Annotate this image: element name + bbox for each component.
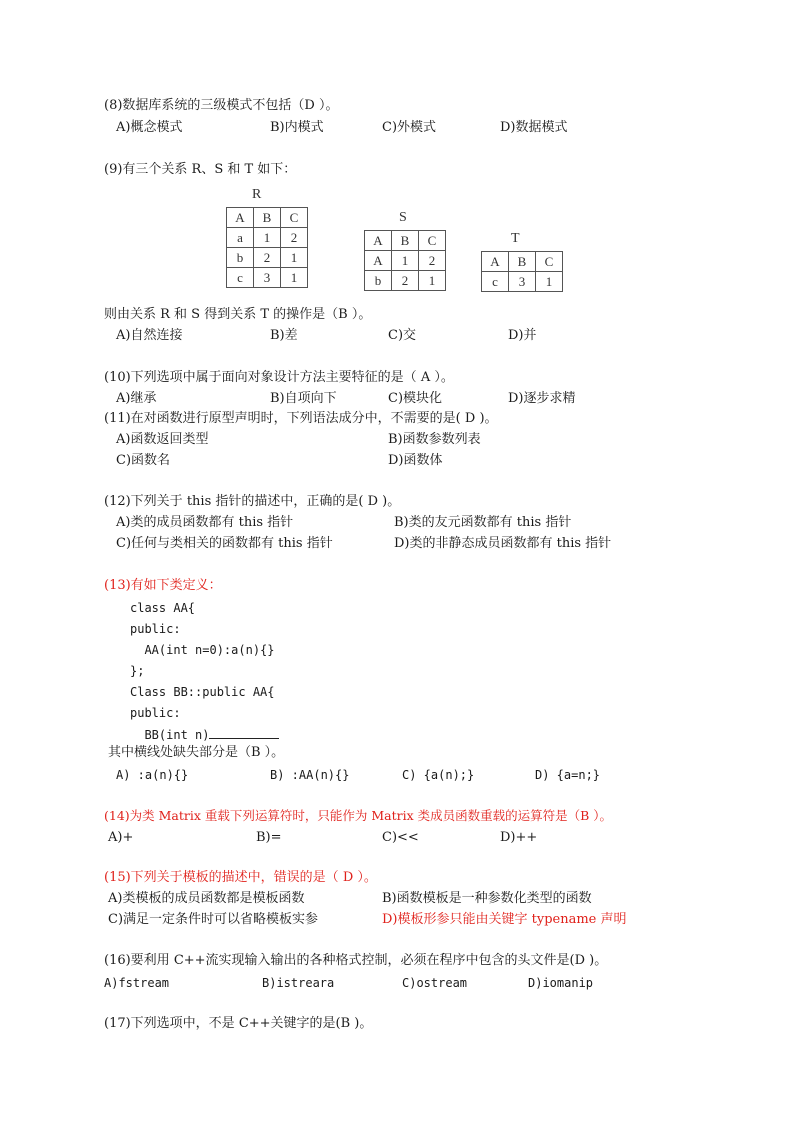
q11-option-d: D)函数体 (388, 453, 443, 468)
q15-option-a: A)类模板的成员函数都是模板函数 (108, 891, 305, 906)
q11-option-c: C)函数名 (116, 453, 171, 468)
q13-code-line-2: public: (130, 622, 181, 636)
table-cell: 1 (254, 228, 281, 248)
relation-s-table (364, 230, 446, 291)
table-cell: 3 (254, 268, 281, 288)
q16-option-b: B)istreara (262, 976, 335, 990)
q16-stem: (16)要利用 C++流实现输入输出的各种格式控制，必须在程序中包含的头文件是(D )。 (104, 953, 608, 968)
table-cell: C (419, 231, 446, 251)
q15-option-d: D)模板形参只能由关键字 typename 声明 (382, 912, 627, 927)
q8-option-c: C)外模式 (382, 120, 437, 135)
table-cell: 2 (419, 251, 446, 271)
table-cell: 2 (281, 228, 308, 248)
q13-code-line-5: Class BB::public AA{ (130, 685, 275, 699)
table-cell: 1 (419, 271, 446, 291)
table-cell: 1 (536, 272, 563, 292)
q10-option-d: D)逐步求精 (508, 391, 576, 406)
q12-option-b: B)类的友元函数都有 this 指针 (394, 515, 572, 530)
q11-option-b: B)函数参数列表 (388, 432, 481, 447)
table-cell: A (227, 208, 254, 228)
relation-t-caption: T (511, 231, 520, 246)
q9-option-b: B)差 (270, 328, 298, 343)
q8-option-b: B)内模式 (270, 120, 324, 135)
table-cell: C (281, 208, 308, 228)
q13-option-a: A) :a(n){} (116, 768, 189, 782)
q9-option-a: A)自然连接 (116, 328, 183, 343)
table-cell: A (365, 251, 392, 271)
q10-option-b: B)自项向下 (270, 391, 337, 406)
table-row (227, 228, 308, 248)
table-row (365, 271, 446, 291)
q8-option-d: D)数据模式 (500, 120, 568, 135)
q9-stem: (9)有三个关系 R、S 和 T 如下： (104, 162, 297, 177)
table-cell: a (227, 228, 254, 248)
table-row (365, 231, 446, 251)
table-cell: A (365, 231, 392, 251)
q17-stem: (17)下列选项中，不是 C++关键字的是(B )。 (104, 1016, 373, 1031)
table-cell: 1 (392, 251, 419, 271)
table-cell: 3 (509, 272, 536, 292)
answer-blank-line (209, 726, 279, 739)
q12-option-d: D)类的非静态成员函数都有 this 指针 (394, 536, 612, 551)
table-row (482, 272, 563, 292)
table-cell: c (227, 268, 254, 288)
q10-option-c: C)模块化 (388, 391, 443, 406)
q9-question: 则由关系 R 和 S 得到关系 T 的操作是（B ）。 (104, 307, 372, 322)
q13-code-line-4: }; (130, 664, 145, 678)
table-cell: b (227, 248, 254, 268)
q13-code-line-7: BB(int n) (130, 726, 279, 743)
table-cell: c (482, 272, 509, 292)
table-cell: B (509, 252, 536, 272)
table-cell: 2 (392, 271, 419, 291)
q9-option-c: C)交 (388, 328, 417, 343)
table-row (365, 251, 446, 271)
q11-stem: (11)在对函数进行原型声明时，下列语法成分中，不需要的是( D )。 (104, 411, 498, 426)
q13-question: 其中横线处缺失部分是（B ）。 (108, 745, 285, 760)
relation-s-caption: S (399, 210, 407, 225)
q16-option-d: D)iomanip (528, 976, 594, 990)
q12-option-c: C)任何与类相关的函数都有 this 指针 (116, 536, 333, 551)
q12-option-a: A)类的成员函数都有 this 指针 (116, 515, 294, 530)
table-cell: B (254, 208, 281, 228)
q13-option-b: B) :AA(n){} (270, 768, 350, 782)
q13-option-c: C) {a(n);} (402, 768, 475, 782)
q14-option-d: D)++ (500, 830, 538, 845)
q13-code-line-3: AA(int n=0):a(n){} (130, 643, 275, 657)
q13-option-d: D) {a=n;} (535, 768, 601, 782)
relation-r-table (226, 207, 308, 288)
q11-option-a: A)函数返回类型 (116, 432, 209, 447)
table-cell: A (482, 252, 509, 272)
q9-option-d: D)并 (508, 328, 537, 343)
q16-option-c: C)ostream (402, 976, 468, 990)
q15-stem: (15)下列关于模板的描述中，错误的是（ D ）。 (104, 870, 377, 885)
table-row (227, 248, 308, 268)
q14-stem: (14)为类 Matrix 重载下列运算符时，只能作为 Matrix 类成员函数重载的运算符是（B ）。 (104, 808, 613, 823)
q13-code-line-1: class AA{ (130, 601, 196, 615)
q8-stem: (8)数据库系统的三级模式不包括（D ）。 (104, 98, 339, 113)
q16-option-a: A)fstream (104, 976, 170, 990)
relation-t-table (481, 251, 563, 292)
q13-code-line-6: public: (130, 706, 181, 720)
table-cell: 1 (281, 268, 308, 288)
table-row (482, 252, 563, 272)
table-row (227, 208, 308, 228)
table-cell: 2 (254, 248, 281, 268)
q14-option-b: B)= (256, 830, 282, 845)
table-cell: C (536, 252, 563, 272)
q15-option-b: B)函数模板是一种参数化类型的函数 (382, 891, 592, 906)
q12-stem: (12)下列关于 this 指针的描述中，正确的是( D )。 (104, 494, 401, 509)
q10-stem: (10)下列选项中属于面向对象设计方法主要特征的是（ A ）。 (104, 370, 454, 385)
q13-stem: (13)有如下类定义： (104, 578, 222, 593)
q15-option-c: C)满足一定条件时可以省略模板实参 (108, 912, 319, 927)
q8-option-a: A)概念模式 (116, 120, 183, 135)
table-row (227, 268, 308, 288)
table-cell: 1 (281, 248, 308, 268)
q14-option-a: A)+ (108, 830, 134, 845)
relation-r-caption: R (252, 187, 262, 202)
q10-option-a: A)继承 (116, 391, 157, 406)
table-cell: B (392, 231, 419, 251)
q14-option-c: C)<< (382, 830, 419, 845)
table-cell: b (365, 271, 392, 291)
